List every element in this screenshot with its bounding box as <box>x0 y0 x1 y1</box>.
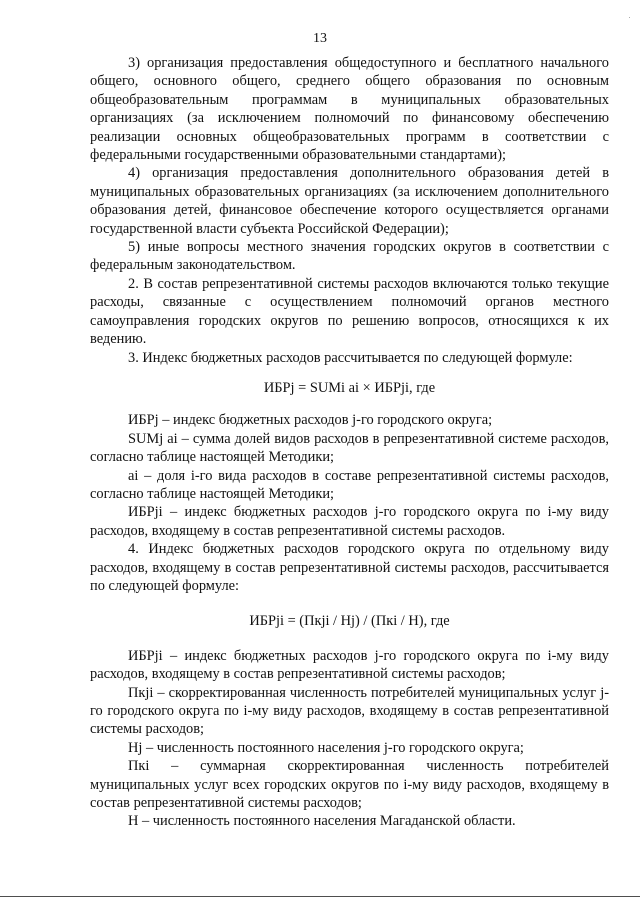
formula-expense-index: ИБРji = (Пкji / Hj) / (Пкi / H), где <box>249 613 450 630</box>
scan-speck <box>629 17 630 18</box>
paragraph-item-3: 3) организация предоставления общедоступного и бесплатного начального общего, основного общего, среднего общего образования по основным общеобразовательным программам в муниципальных образовательных организациях (за исключением полномочий по финансовому обеспечению реализации основных общеобразовательных программ в соответствии с федеральными государственными образовательными стандартами); <box>90 55 609 164</box>
paragraph-section-4: 4. Индекс бюджетных расходов городского округа по отдельному виду расходов, входящему в состав репрезентативной системы расходов, рассчитывается по следующей формуле: <box>90 541 609 594</box>
definition-pk-i: Пкi – суммарная скорректированная численность потребителей муниципальных услуг всех городских округов по i-му виду расходов, входящему в состав репрезентативной системы расходов; <box>90 758 609 812</box>
definition-pk-ji: Пкji – скорректированная численность потребителей муниципальных услуг j-го городского округа по i-му виду расходов, входящему в состав репрезентативной системы расходов; <box>90 684 609 738</box>
paragraph-item-4: 4) организация предоставления дополнительного образования детей в муниципальных образовательных организациях (за исключением дополнительного образования детей, финансовое обеспечение которого осуществляется органами государственной власти субъекта Российской Федерации); <box>90 165 609 237</box>
paragraph-section-3: 3. Индекс бюджетных расходов рассчитывается по следующей формуле: <box>128 349 573 366</box>
formula-budget-index: ИБРj = SUMi ai × ИБРji, где <box>263 379 436 396</box>
definition-sum-ai: SUMj ai – сумма долей видов расходов в репрезентативной системе расходов, согласно таблице настоящей Методики; <box>90 430 609 466</box>
definition-h: H – численность постоянного населения Магаданской области. <box>128 813 516 830</box>
definition-ibr-ji-second: ИБРji – индекс бюджетных расходов j-го городского округа по i-му виду расходов, входящему в состав репрезентативной системы расходов; <box>90 647 609 683</box>
paragraph-item-5: 5) иные вопросы местного значения городских округов в соответствии с федеральным законодательством. <box>90 239 609 274</box>
page-number: 13 <box>313 31 327 46</box>
definition-ibr-j: ИБРj – индекс бюджетных расходов j-го городского округа; <box>128 412 493 429</box>
definition-h-j: Hj – численность постоянного населения j-го городского округа; <box>128 739 524 756</box>
page-bottom-rule <box>0 896 640 897</box>
document-body <box>90 54 609 831</box>
definition-ai: ai – доля i-го вида расходов в составе репрезентативной системы расходов, согласно таблице настоящей Методики; <box>90 467 609 502</box>
paragraph-section-2: 2. В состав репрезентативной системы расходов включаются только текущие расходы, связанные с осуществлением полномочий органов местного самоуправления городских округов по решению вопросов, относящихся к их ведению. <box>90 275 609 348</box>
definition-ibr-ji: ИБРji – индекс бюджетных расходов j-го городского округа по i-му виду расходов, входящему в состав репрезентативной системы расходов. <box>90 504 609 539</box>
